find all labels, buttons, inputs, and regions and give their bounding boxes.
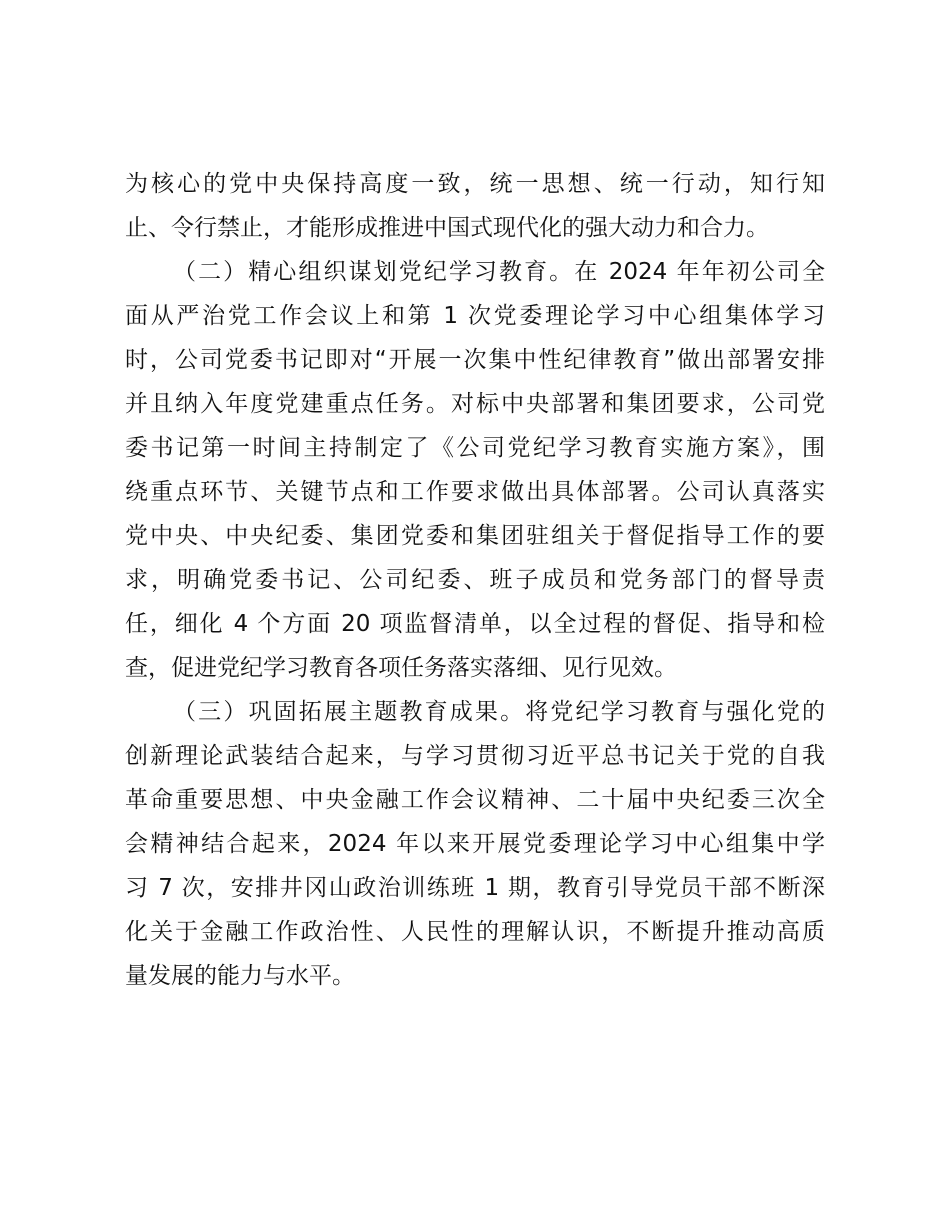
text-line: 止、令行禁止，才能形成推进中国式现代化的强大动力和合力。 [125,215,769,241]
paragraph-heading-line: （二）精心组织谋划党纪学习教育。在 2024 年年初公司全 [173,259,825,285]
text-line: 革命重要思想、中央金融工作会议精神、二十届中央纪委三次全 [125,787,825,813]
text-line: 任，细化 4 个方面 20 项监督清单，以全过程的督促、指导和检 [125,611,825,637]
text-line: 查，促进党纪学习教育各项任务落实落细、见行见效。 [125,655,677,681]
text-line: 面从严治党工作会议上和第 1 次党委理论学习中心组集体学习 [125,303,825,329]
text-line: 求，明确党委书记、公司纪委、班子成员和党务部门的督导责 [125,567,825,593]
text-line: 党中央、中央纪委、集团党委和集团驻组关于督促指导工作的要 [125,523,825,549]
text-line: 化关于金融工作政治性、人民性的理解认识，不断提升推动高质 [125,919,825,945]
paragraph-heading-line: （三）巩固拓展主题教育成果。将党纪学习教育与强化党的 [173,699,825,725]
text-line: 委书记第一时间主持制定了《公司党纪学习教育实施方案》，围 [125,435,825,461]
text-line: 绕重点环节、关键节点和工作要求做出具体部署。公司认真落实 [125,479,825,505]
text-line: 创新理论武装结合起来，与学习贯彻习近平总书记关于党的自我 [125,743,825,769]
text-line: 会精神结合起来，2024 年以来开展党委理论学习中心组集中学 [125,831,825,857]
text-line: 量发展的能力与水平。 [125,963,355,989]
text-line: 习 7 次，安排井冈山政治训练班 1 期，教育引导党员干部不断深 [125,875,825,901]
text-line: 并且纳入年度党建重点任务。对标中央部署和集团要求，公司党 [125,391,825,417]
text-line: 时，公司党委书记即对“开展一次集中性纪律教育”做出部署安排 [125,347,825,373]
text-line: 为核心的党中央保持高度一致，统一思想、统一行动，知行知 [125,171,825,197]
